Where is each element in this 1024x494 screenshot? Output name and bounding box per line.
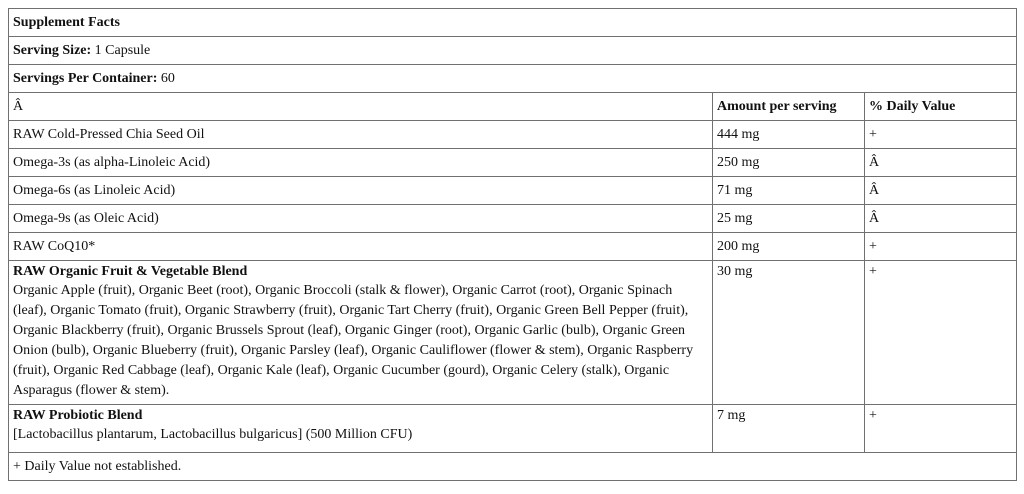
footnote: + Daily Value not established. bbox=[9, 453, 1017, 481]
blend-amount: 30 mg bbox=[713, 261, 865, 405]
probiotic-daily-value: + bbox=[865, 405, 1017, 453]
blend-daily-value: + bbox=[865, 261, 1017, 405]
probiotic-row bbox=[9, 405, 1017, 453]
header-amount: Amount per serving bbox=[713, 93, 865, 121]
ingredient-amount: 250 mg bbox=[713, 149, 865, 177]
probiotic-description: [Lactobacillus plantarum, Lactobacillus bulgaricus] (500 Million CFU) bbox=[13, 427, 413, 442]
table-row bbox=[9, 177, 1017, 205]
probiotic-cell bbox=[9, 405, 713, 453]
footnote-row bbox=[9, 453, 1017, 481]
ingredient-amount: 444 mg bbox=[713, 121, 865, 149]
blend-name: RAW Organic Fruit & Vegetable Blend bbox=[13, 264, 248, 279]
header-daily-value: % Daily Value bbox=[865, 93, 1017, 121]
ingredient-daily-value: Â bbox=[865, 149, 1017, 177]
blend-description: Organic Apple (fruit), Organic Beet (root), Organic Broccoli (stalk & flower), Organic Carrot (root), Organic Spinach (leaf), Organic Tomato (fruit), Organic Strawberry (fruit), Organic Tart Cherry (fruit), Organic Green Bell Pepper (fruit), Organic Blackberry (fruit), Organic Brussels Sprout (leaf), Organic Ginger (root), Organic Garlic (bulb), Organic Green Onion (bulb), Organic Blueberry (fruit), Organic Parsley (leaf), Organic Cauliflower (flower & stem), Organic Raspberry (fruit), Organic Red Cabbage (leaf), Organic Kale (leaf), Organic Cucumber (gourd), Organic Celery (stalk), Organic Asparagus (flower & stem). bbox=[13, 283, 694, 398]
servings-per-container bbox=[9, 65, 1017, 93]
ingredient-daily-value: Â bbox=[865, 205, 1017, 233]
table-row bbox=[9, 233, 1017, 261]
ingredient-daily-value: + bbox=[865, 121, 1017, 149]
ingredient-amount: 25 mg bbox=[713, 205, 865, 233]
table-row bbox=[9, 205, 1017, 233]
facts-title: Supplement Facts bbox=[9, 9, 1017, 37]
ingredient-name: Omega-3s (as alpha-Linoleic Acid) bbox=[9, 149, 713, 177]
ingredient-name: RAW CoQ10* bbox=[9, 233, 713, 261]
table-row bbox=[9, 121, 1017, 149]
servings-per-container-label: Servings Per Container: bbox=[13, 70, 158, 86]
probiotic-name: RAW Probiotic Blend bbox=[13, 408, 143, 423]
header-row bbox=[9, 93, 1017, 121]
ingredient-daily-value: Â bbox=[865, 177, 1017, 205]
probiotic-amount: 7 mg bbox=[713, 405, 865, 453]
header-blank-cell: Â bbox=[9, 93, 713, 121]
ingredient-amount: 71 mg bbox=[713, 177, 865, 205]
blend-row bbox=[9, 261, 1017, 405]
ingredient-name: Omega-6s (as Linoleic Acid) bbox=[9, 177, 713, 205]
title-row bbox=[9, 9, 1017, 37]
servings-per-container-value: 60 bbox=[160, 70, 175, 86]
serving-size bbox=[9, 37, 1017, 65]
supplement-facts-table bbox=[8, 8, 1017, 481]
ingredient-name: Omega-9s (as Oleic Acid) bbox=[9, 205, 713, 233]
serving-size-value: 1 Capsule bbox=[94, 42, 151, 58]
table-row bbox=[9, 149, 1017, 177]
serving-size-row bbox=[9, 37, 1017, 65]
ingredient-daily-value: + bbox=[865, 233, 1017, 261]
blend-cell bbox=[9, 261, 713, 405]
servings-per-container-row bbox=[9, 65, 1017, 93]
ingredient-name: RAW Cold-Pressed Chia Seed Oil bbox=[9, 121, 713, 149]
serving-size-label: Serving Size: bbox=[13, 42, 92, 58]
ingredient-amount: 200 mg bbox=[713, 233, 865, 261]
